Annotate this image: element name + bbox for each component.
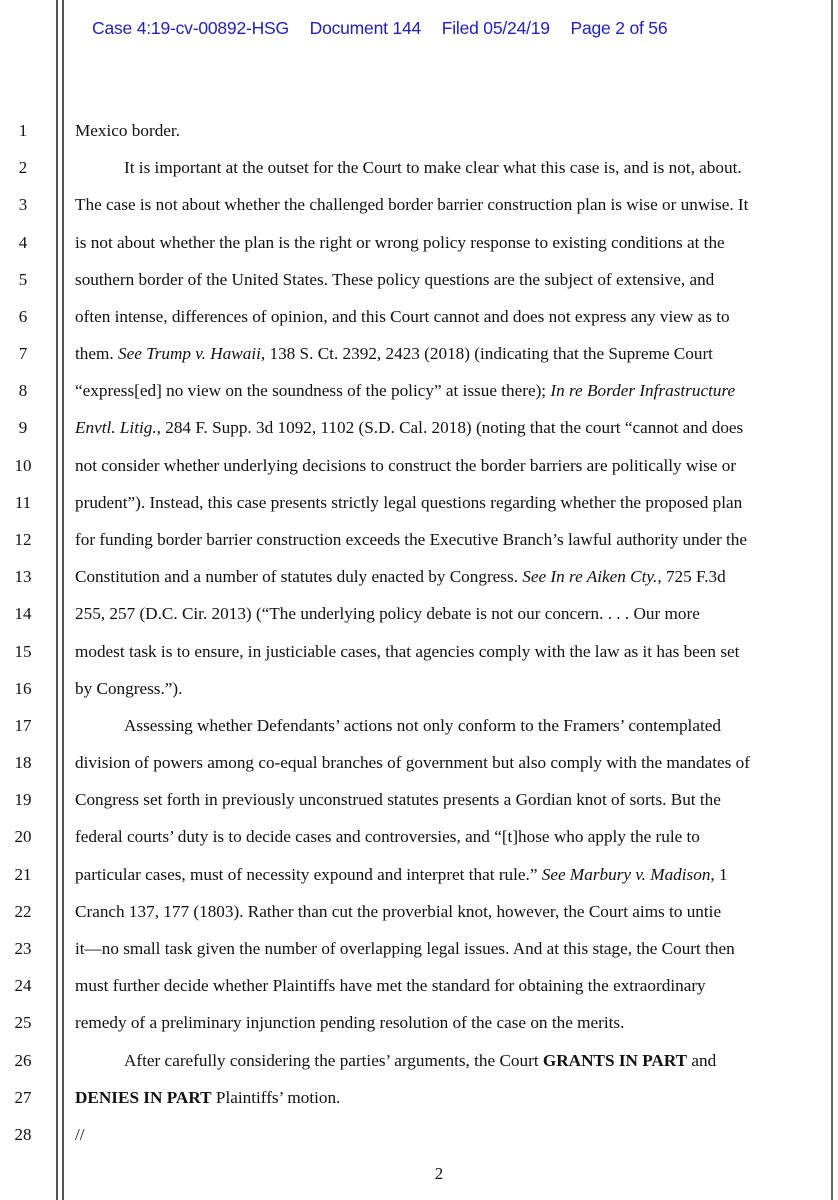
body-text: remedy of a preliminary injunction pending resolution of the case on the merits.: [75, 1013, 625, 1033]
line-number: 25: [14, 1013, 32, 1033]
body-text: division of powers among co-equal branches of government but also comply with the mandates of: [75, 753, 750, 773]
body-text: “express[ed] no view on the soundness of the policy” at issue there);: [75, 381, 551, 401]
right-margin-rule: [831, 0, 833, 1200]
body-text: Plaintiffs’ motion.: [211, 1087, 341, 1107]
line-number: 17: [14, 715, 32, 735]
text-line: [124, 716, 721, 736]
emphasis-text: GRANTS IN PART: [542, 1050, 688, 1070]
text-line: [75, 939, 735, 959]
line-number: 2: [18, 158, 28, 178]
citation-text: Envtl. Litig.: [75, 418, 157, 438]
body-text: //: [75, 1124, 85, 1144]
body-text: it—no small task given the number of overlapping legal issues. And at this stage, the Court then: [75, 938, 735, 958]
body-text: them.: [75, 344, 118, 364]
text-line: [75, 1088, 340, 1108]
left-margin-rule-outer: [56, 0, 58, 1200]
text-line: [75, 679, 182, 699]
text-line: [75, 865, 728, 885]
body-text: , 138 S. Ct. 2392, 2423 (2018) (indicating that the Supreme Court: [260, 344, 713, 364]
line-number: 21: [14, 864, 32, 884]
body-text: , 1: [710, 864, 728, 884]
text-line: [75, 233, 725, 253]
line-number: 7: [18, 344, 28, 364]
line-number: 18: [14, 753, 32, 773]
text-line: [75, 1125, 85, 1145]
body-text: Constitution and a number of statutes duly enacted by Congress.: [75, 567, 523, 587]
line-number: 28: [14, 1124, 32, 1144]
body-text: must further decide whether Plaintiffs have met the standard for obtaining the extraordinary: [75, 976, 706, 996]
line-number: 1: [18, 121, 28, 140]
line-number: 8: [18, 381, 28, 401]
citation-text: See In re Aiken Cty.: [522, 567, 658, 587]
line-number: 23: [14, 938, 32, 958]
text-line: [75, 790, 721, 810]
line-number: 4: [18, 232, 28, 252]
emphasis-text: DENIES IN PART: [75, 1087, 212, 1107]
body-text: southern border of the United States. These policy questions are the subject of extensive, and: [75, 269, 715, 289]
line-number: 27: [14, 1087, 32, 1107]
line-number: 22: [14, 901, 32, 921]
line-number: 6: [18, 306, 28, 326]
text-line: [75, 344, 713, 364]
body-text: The case is not about whether the challenged border barrier construction plan is wise or unwise. It: [75, 195, 749, 215]
body-text: often intense, differences of opinion, and this Court cannot and does not express any view as to: [75, 306, 730, 326]
body-text: particular cases, must of necessity expound and interpret that rule.”: [75, 864, 542, 884]
body-text: Mexico border.: [75, 121, 181, 140]
line-number: 20: [14, 827, 32, 847]
text-line: [75, 530, 747, 550]
body-text: by Congress.”).: [75, 678, 183, 698]
text-line: [75, 753, 750, 773]
body-text: prudent”). Instead, this case presents strictly legal questions regarding whether the proposed plan: [75, 492, 743, 512]
left-margin-rule-inner: [62, 0, 64, 1200]
line-number: 15: [14, 641, 32, 661]
line-number: 26: [14, 1050, 32, 1070]
line-number: 24: [14, 976, 32, 996]
body-text: and: [687, 1050, 717, 1070]
case-number: Case 4:19-cv-00892-HSG: [92, 18, 289, 38]
text-line: [75, 307, 730, 327]
body-text: not consider whether underlying decisions to construct the border barriers are politically wise or: [75, 455, 737, 475]
text-line: [75, 976, 706, 996]
line-number: 13: [14, 567, 32, 587]
body-text: , 725 F.3d: [657, 567, 726, 587]
text-line: [75, 567, 726, 587]
body-text: 255, 257 (D.C. Cir. 2013) (“The underlying policy debate is not our concern. . . . Our more: [75, 604, 700, 624]
citation-text: See Trump v. Hawaii: [117, 344, 261, 364]
citation-text: See Marbury v. Madison: [541, 864, 711, 884]
text-line: [124, 158, 742, 178]
body-text: for funding border barrier construction exceeds the Executive Branch’s lawful authority under the: [75, 529, 747, 549]
line-number: 14: [14, 604, 32, 624]
text-line: [75, 381, 735, 401]
body-text: , 284 F. Supp. 3d 1092, 1102 (S.D. Cal. 2018) (noting that the court “cannot and does: [156, 418, 744, 438]
body-text: is not about whether the plan is the right or wrong policy response to existing conditions at the: [75, 232, 725, 252]
line-number: 5: [18, 269, 28, 289]
line-number: 16: [14, 678, 32, 698]
line-number: 3: [18, 195, 28, 215]
ecf-header: [92, 18, 683, 39]
body-text: After carefully considering the parties’ arguments, the Court: [124, 1050, 543, 1070]
text-line: [75, 1013, 624, 1033]
text-line: [75, 270, 714, 290]
page-indicator: Page 2 of 56: [570, 18, 668, 38]
text-line: [75, 902, 721, 922]
text-line: [75, 195, 748, 215]
line-number: 11: [14, 492, 32, 512]
body-text: Congress set forth in previously unconstrued statutes presents a Gordian knot of sorts. But the: [75, 790, 721, 810]
text-line: [75, 456, 736, 476]
body-text: Cranch 137, 177 (1803). Rather than cut the proverbial knot, however, the Court aims to untie: [75, 901, 722, 921]
line-number: 10: [14, 455, 32, 475]
body-text: modest task is to ensure, in justiciable cases, that agencies comply with the law as it has been set: [75, 641, 740, 661]
page-number: 2: [434, 1164, 444, 1183]
document-number: Document 144: [309, 18, 422, 38]
body-text: It is important at the outset for the Court to make clear what this case is, and is not, about.: [124, 158, 742, 178]
text-line: [75, 642, 739, 662]
text-line: [75, 604, 700, 624]
line-number: 19: [14, 790, 32, 810]
text-line: [124, 1051, 716, 1071]
line-number: 9: [18, 418, 28, 438]
line-number: 12: [14, 529, 32, 549]
body-text: Assessing whether Defendants’ actions not only conform to the Framers’ contemplated: [124, 715, 721, 735]
body-text: federal courts’ duty is to decide cases and controversies, and “[t]hose who apply the rule to: [75, 827, 700, 847]
text-line: [75, 827, 700, 847]
text-line: [75, 121, 180, 141]
citation-text: In re Border Infrastructure: [550, 381, 736, 401]
filed-date: Filed 05/24/19: [441, 18, 550, 38]
text-line: [75, 493, 742, 513]
text-line: [75, 418, 743, 438]
